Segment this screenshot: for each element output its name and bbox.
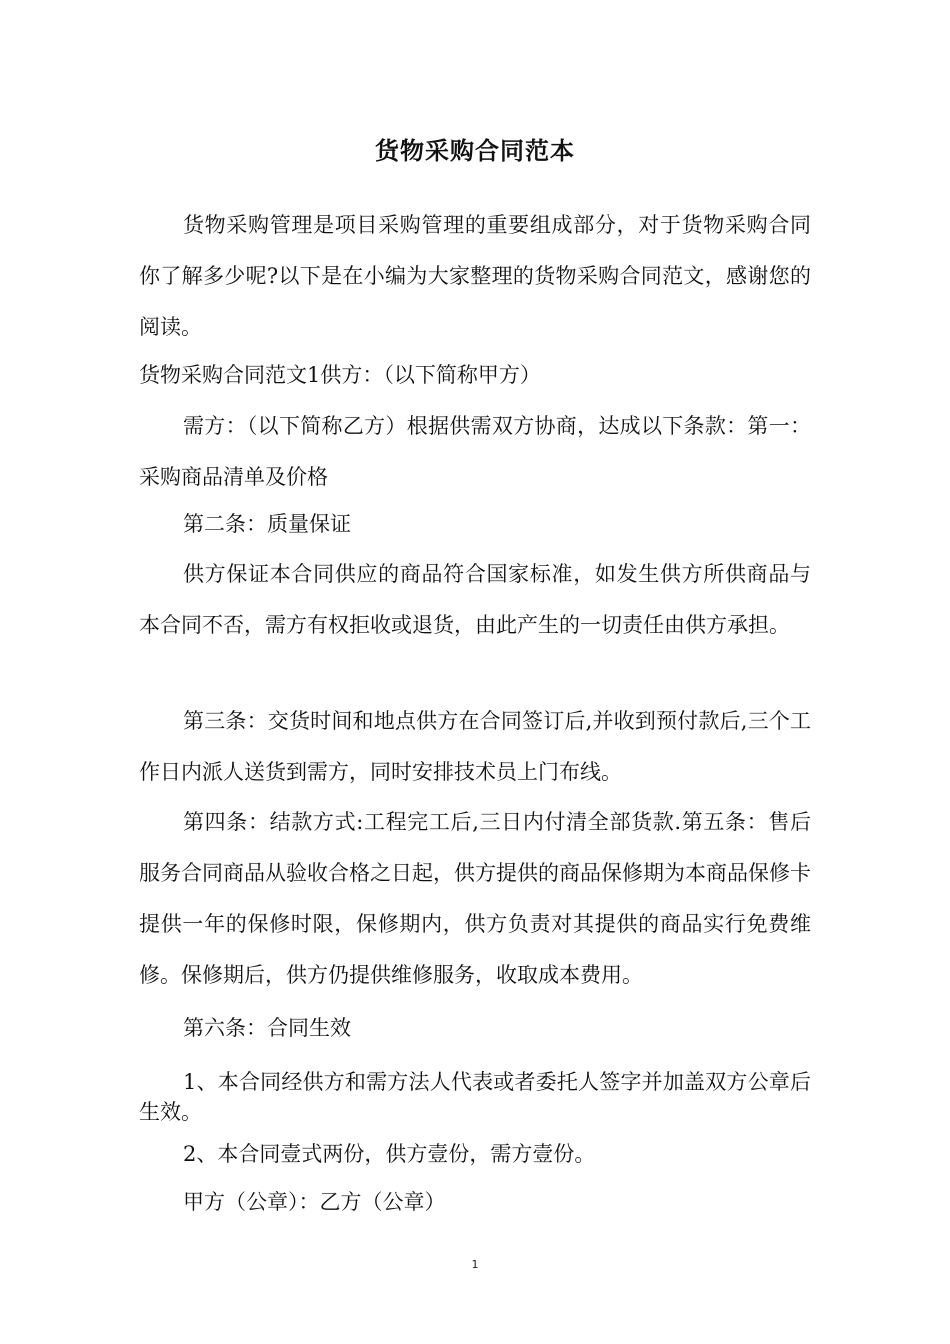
paragraph-signatures: 甲方（公章）：乙方（公章）	[183, 1190, 446, 1214]
paragraph-article-3: 第三条：交货时间和地点供方在合同签订后,并收到预付款后,三个工作日内派人送货到需方，同时安排技术员上门布线。	[139, 709, 811, 784]
paragraph-clause-2: 2、本合同壹式两份，供方壹份，需方壹份。	[183, 1142, 596, 1166]
paragraph-supplier: 货物采购合同范文1供方：（以下简称甲方）	[139, 363, 541, 387]
intro-paragraph: 货物采购管理是项目采购管理的重要组成部分，对于货物采购合同你了解多少呢?以下是在小编为大家整理的货物采购合同范文，感谢您的阅读。	[139, 213, 811, 339]
paragraph-buyer: 需方：（以下简称乙方）根据供需双方协商，达成以下条款：第一：采购商品清单及价格	[139, 414, 811, 489]
paragraph-article-6-heading: 第六条：合同生效	[183, 1016, 351, 1040]
page-number: 1	[471, 1258, 479, 1271]
document-title: 货物采购合同范本	[375, 137, 575, 165]
paragraph-quality-guarantee: 供方保证本合同供应的商品符合国家标准，如发生供方所供商品与本合同不否，需方有权拒收或退货，由此产生的一切责任由供方承担。	[139, 562, 811, 637]
paragraph-clause-1: 1、本合同经供方和需方法人代表或者委托人签字并加盖双方公章后生效。	[139, 1070, 811, 1124]
paragraph-article-4-5: 第四条：结款方式:工程完工后,三日内付清全部货款.第五条：售后服务合同商品从验收合格之日起，供方提供的商品保修期为本商品保修卡提供一年的保修时限，保修期内，供方负责对其提供的商品实行免费维修。保修期后，供方仍提供维修服务，收取成本费用。	[139, 810, 811, 987]
paragraph-article-2-heading: 第二条：质量保证	[183, 512, 351, 536]
